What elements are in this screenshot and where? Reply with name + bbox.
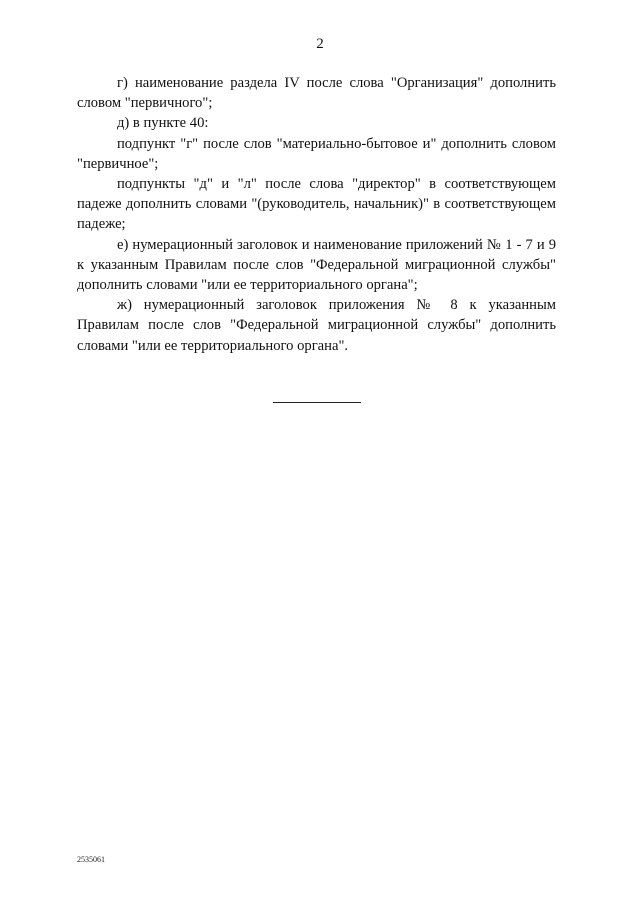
paragraph-zh: ж) нумерационный заголовок приложения № 8 к указанным Правилам после слов "Федеральной миграционной службы" дополнить словами "или ее территориального органа". [77, 297, 556, 354]
paragraph-d: д) в пункте 40: [117, 115, 209, 132]
document-body [77, 73, 556, 356]
paragraph-e: е) нумерационный заголовок и наименование приложений № 1 - 7 и 9 к указанным Правилам после слов "Федеральной миграционной службы" дополнить словами "или ее территориального органа"; [77, 236, 556, 294]
document-code: 2535061 [77, 855, 105, 864]
paragraph-subpoints-d-l: подпункты "д" и "л" после слова "директор" в соответствующем падеже дополнить словами "(руководитель, начальник)" в соответствующем падеже; [77, 176, 556, 233]
paragraph-subpoint-g: подпункт "г" после слов "материально-бытовое и" дополнить словом "первичное"; [77, 135, 556, 172]
page-number: 2 [316, 36, 324, 52]
end-separator-line [273, 402, 361, 403]
paragraph-g: г) наименование раздела IV после слова "Организация" дополнить словом "первичного"; [77, 75, 556, 112]
